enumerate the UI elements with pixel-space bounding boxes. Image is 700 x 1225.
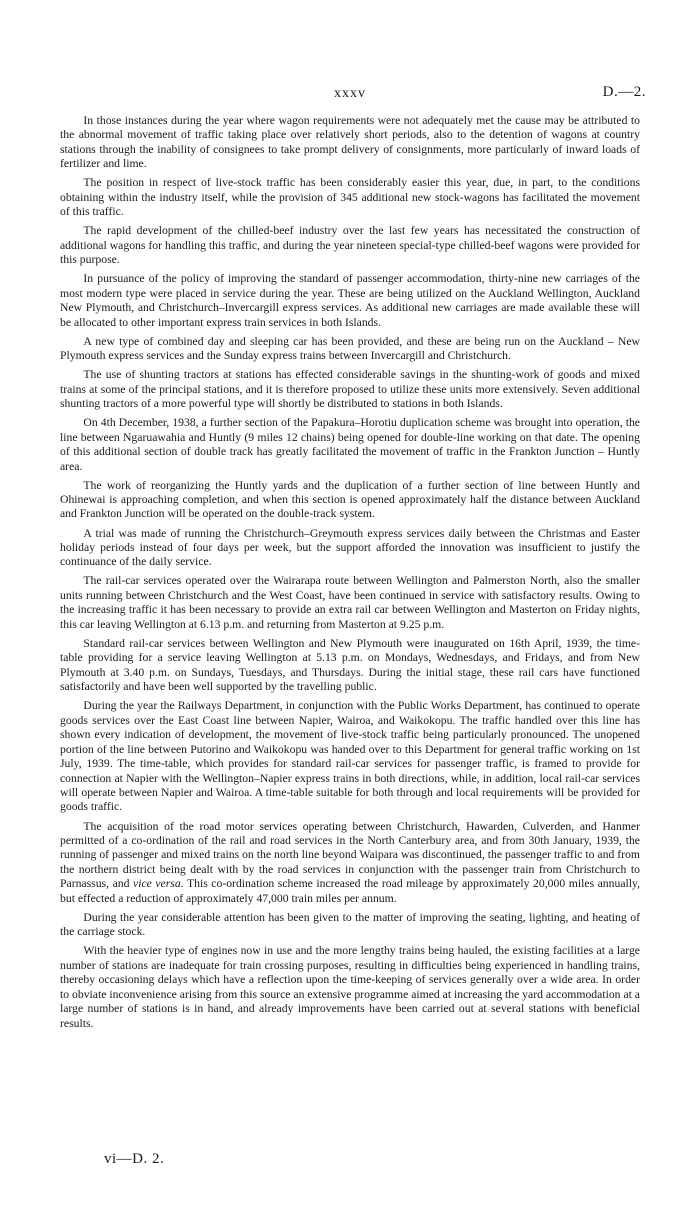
paragraph-rail-car-wairarapa: The rail-car services operated over the Wairarapa route between Wellington and Palmerston North, also the smaller units running between Christchurch and the West Coast, have been continued in service with satisfactory results. Owing to the increasing traffic it has been necessary to provide an extra rail car between Wellington and Masterton on Friday nights, this car leaving Wellington at 6.13 p.m. and returning from Masterton at 9.25 p.m. — [60, 574, 640, 631]
paragraph-passenger-accommodation: In pursuance of the policy of improving the standard of passenger accommodation, thirty-nine new carriages of the most modern type were placed in service during the year. These are being utilized on the Auckland Wellington, Auckland New Plymouth, and Christchurch–Invercargill express services. As additional new carriages are made available these will be allocated to other important express train services in both Islands. — [60, 272, 640, 329]
paragraph-duplication: On 4th December, 1938, a further section of the Papakura–Horotiu duplication scheme was brought into operation, the line between Ngaruawahia and Huntly (9 miles 12 chains) being opened for double-line working on that date. The opening of this additional section of double track has greatly facilitated the movement of traffic in the Frankton Junction – Huntly area. — [60, 416, 640, 473]
paragraph-live-stock: The position in respect of live-stock traffic has been considerably easier this year, due, in part, to the conditions obtaining within the industry itself, while the provision of 345 additional new stock-wagons has facilitated the movement of this traffic. — [60, 176, 640, 219]
page-number: xxxv — [334, 86, 366, 101]
paragraph-huntly-yards: The work of reorganizing the Huntly yards and the duplication of a further section of line between Huntly and Ohinewai is approaching completion, and when this section is opened approximately half the distance between Auckland and Frankton Junction will be operated on the double-track system. — [60, 478, 640, 521]
paragraph-road-motor-continued: This co-ordination scheme increased the road mileage by approximately 20,000 miles annually, but effected a reduction of approximately 47,000 train miles per annum. — [60, 877, 641, 905]
signature-mark: vi—D. 2. — [104, 1151, 165, 1167]
paragraph-road-motor-services — [60, 820, 640, 907]
paragraph-shunting-tractors: The use of shunting tractors at stations has effected considerable savings in the shunting-work of goods and mixed trains at some of the principal stations, and it is therefore proposed to utilize these units more extensively. Seven additional shunting tractors of a more powerful type will shortly be distributed to stations in both Islands. — [60, 368, 640, 411]
paragraph-greymouth-trial: A trial was made of running the Christchurch–Greymouth express services daily between the Christmas and Easter holiday periods instead of four days per week, but the support afforded the innovation was insufficient to justify the continuance of the daily service. — [60, 526, 640, 569]
paragraph-east-coast-line: During the year the Railways Department, in conjunction with the Public Works Department, has continued to operate goods services over the East Coast line between Napier, Wairoa, and Waikokopu. The traffic handled over this line has shown every indication of development, the movement of live-stock traffic being particularly pronounced. The unopened portion of the line between Putorino and Waikokopu was handed over to this Department for general traffic working on 1st July, 1939. The time-table, which provides for standard rail-car services for passenger traffic, is framed to provide for connection at Napier with the Wellington–Napier express trains in both directions, while, in addition, local rail-car services will operate between Napier and Wairoa. A time-table suitable for both through and local requirements will be provided for goods traffic. — [60, 699, 640, 814]
paragraph-carriage-stock: During the year considerable attention has been given to the matter of improving the seating, lighting, and heating of the carriage stock. — [60, 910, 640, 939]
paragraph-yard-accommodation: With the heavier type of engines now in use and the more lengthy trains being hauled, the existing facilities at a large number of stations are inadequate for train crossing purposes, resulting in difficulties being experienced in handling trains, thereby occasioning delays which have a reflection upon the time-keeping of services generally over a wide area. In order to obviate inconvenience arising from this source an extensive programme aimed at increasing the yard accommodation at a large number of stations is in hand, and already improvements have been carried out at several stations with beneficial results. — [60, 944, 640, 1030]
paragraph-rail-car-new-plymouth: Standard rail-car services between Wellington and New Plymouth were inaugurated on 16th April, 1939, the time-table providing for a service leaving Wellington at 5.13 p.m. on Mondays, Wednesdays, and Fridays, and from New Plymouth at 3.40 p.m. on Sundays, Tuesdays, and Thursdays. During the initial stage, these rail cars have functioned satisfactorily and have been well supported by the travelling public. — [60, 636, 640, 694]
paragraph-sleeping-car: A new type of combined day and sleeping car has been provided, and these are being run on the Auckland – New Plymouth express services and the Sunday express trains between Invercargill and Christchurch. — [60, 334, 640, 363]
document-id: D.—2. — [602, 84, 646, 100]
paragraph-chilled-beef: The rapid development of the chilled-beef industry over the last few years has necessitated the construction of additional wagons for handling this traffic, and during the year nineteen special-type chilled-beef wagons were provided for this purpose. — [60, 224, 640, 267]
paragraph-road-motor-text: The acquisition of the road motor services operating between Christchurch, Hawarden, Culverden, and Hanmer permitted of a co-ordination of the rail and road services in the North Canterbury area, and from 30th January, 1939, the running of passenger and mixed trains on the north line beyond Waipara was discontinued, the passenger traffic to and from the northern district being dealt with by the road services in conjunction with the passenger train from Christchurch to Parnassus, and — [60, 819, 640, 891]
body-text — [60, 114, 640, 1036]
paragraph-wagon-requirements: In those instances during the year where wagon requirements were not adequately met the cause may be attributed to the abnormal movement of traffic taking place over relatively short periods, also to the detention of wagons at country stations through the inability of consignees to take prompt delivery of consignments, more particularly of inward loads of fertilizer and lime. — [60, 114, 640, 171]
vice-versa-text: vice versa. — [133, 877, 184, 891]
